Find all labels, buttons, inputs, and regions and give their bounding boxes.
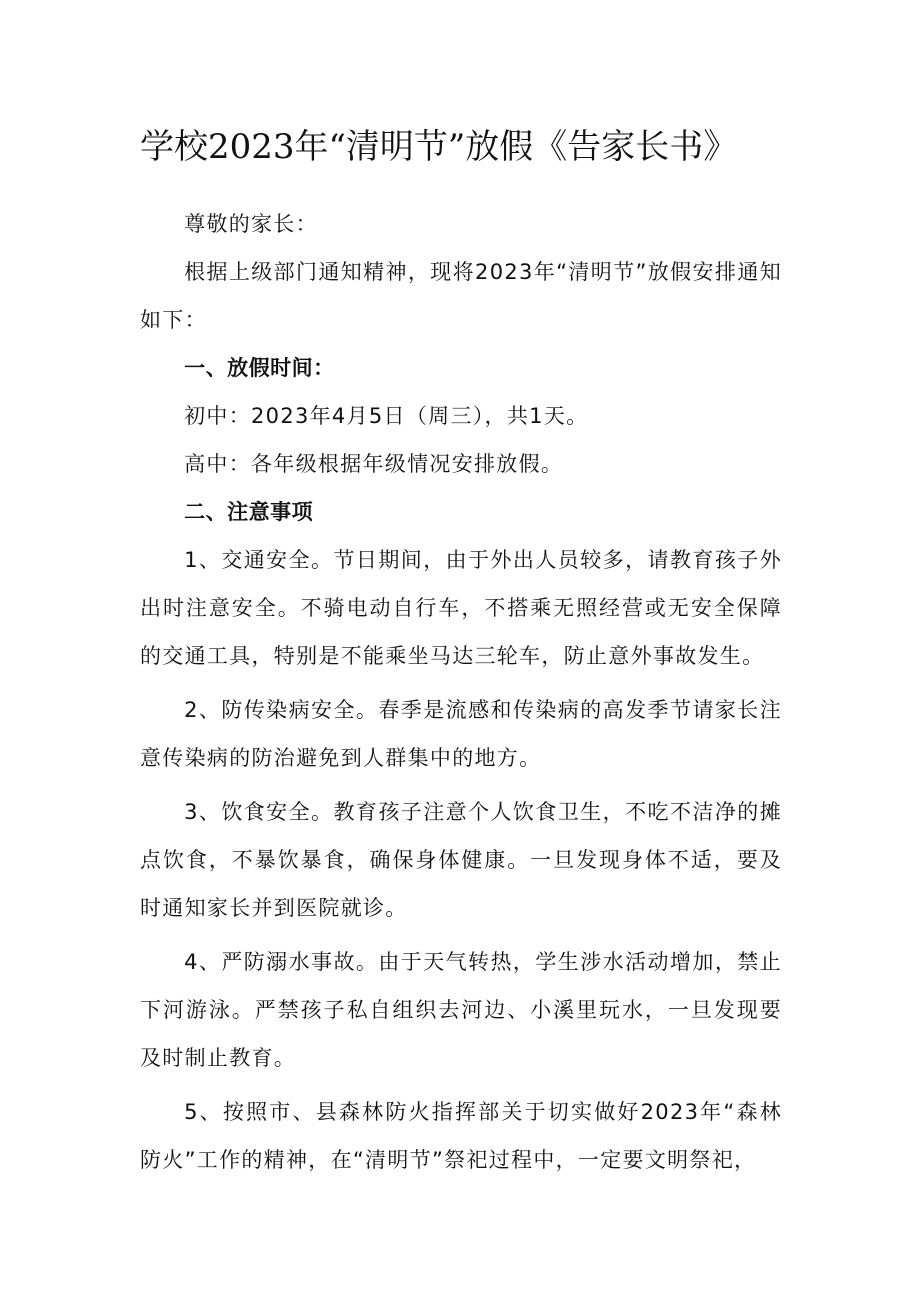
- section-heading-precautions: 二、注意事项: [184, 500, 314, 524]
- precaution-item-traffic: 1、交通安全。节日期间，由于外出人员较多，请教育孩子外出时注意安全。不骑电动自行车，不搭乘无照经营或无安全保障的交通工具，特别是不能乘坐马达三轮车，防止意外事故发生。: [140, 548, 782, 668]
- section-heading-holiday-time: 一、放假时间：: [184, 356, 335, 380]
- precaution-item-fire: 5、按照市、县森林防火指挥部关于切实做好2023年“森林防火”工作的精神，在“清明节”祭祀过程中，一定要文明祭祀，: [140, 1100, 782, 1172]
- precaution-item-disease: 2、防传染病安全。春季是流感和传染病的高发季节请家长注意传染病的防治避免到人群集中的地方。: [140, 698, 782, 770]
- document-title: 学校2023年“清明节”放假《告家长书》: [140, 127, 738, 167]
- document-body: [140, 200, 782, 1184]
- greeting: 尊敬的家长：: [184, 212, 318, 236]
- intro-paragraph: 根据上级部门通知精神，现将2023年“清明节”放假安排通知如下：: [140, 260, 782, 332]
- precaution-item-food: 3、饮食安全。教育孩子注意个人饮食卫生，不吃不洁净的摊点饮食，不暴饮暴食，确保身体健康。一旦发现身体不适，要及时通知家长并到医院就诊。: [140, 800, 782, 920]
- holiday-senior-high: 高中：各年级根据年级情况安排放假。: [184, 452, 564, 476]
- precaution-item-drowning: 4、严防溺水事故。由于天气转热，学生涉水活动增加，禁止下河游泳。严禁孩子私自组织去河边、小溪里玩水，一旦发现要及时制止教育。: [140, 950, 782, 1070]
- holiday-junior-high: 初中：2023年4月5日（周三），共1天。: [184, 404, 589, 428]
